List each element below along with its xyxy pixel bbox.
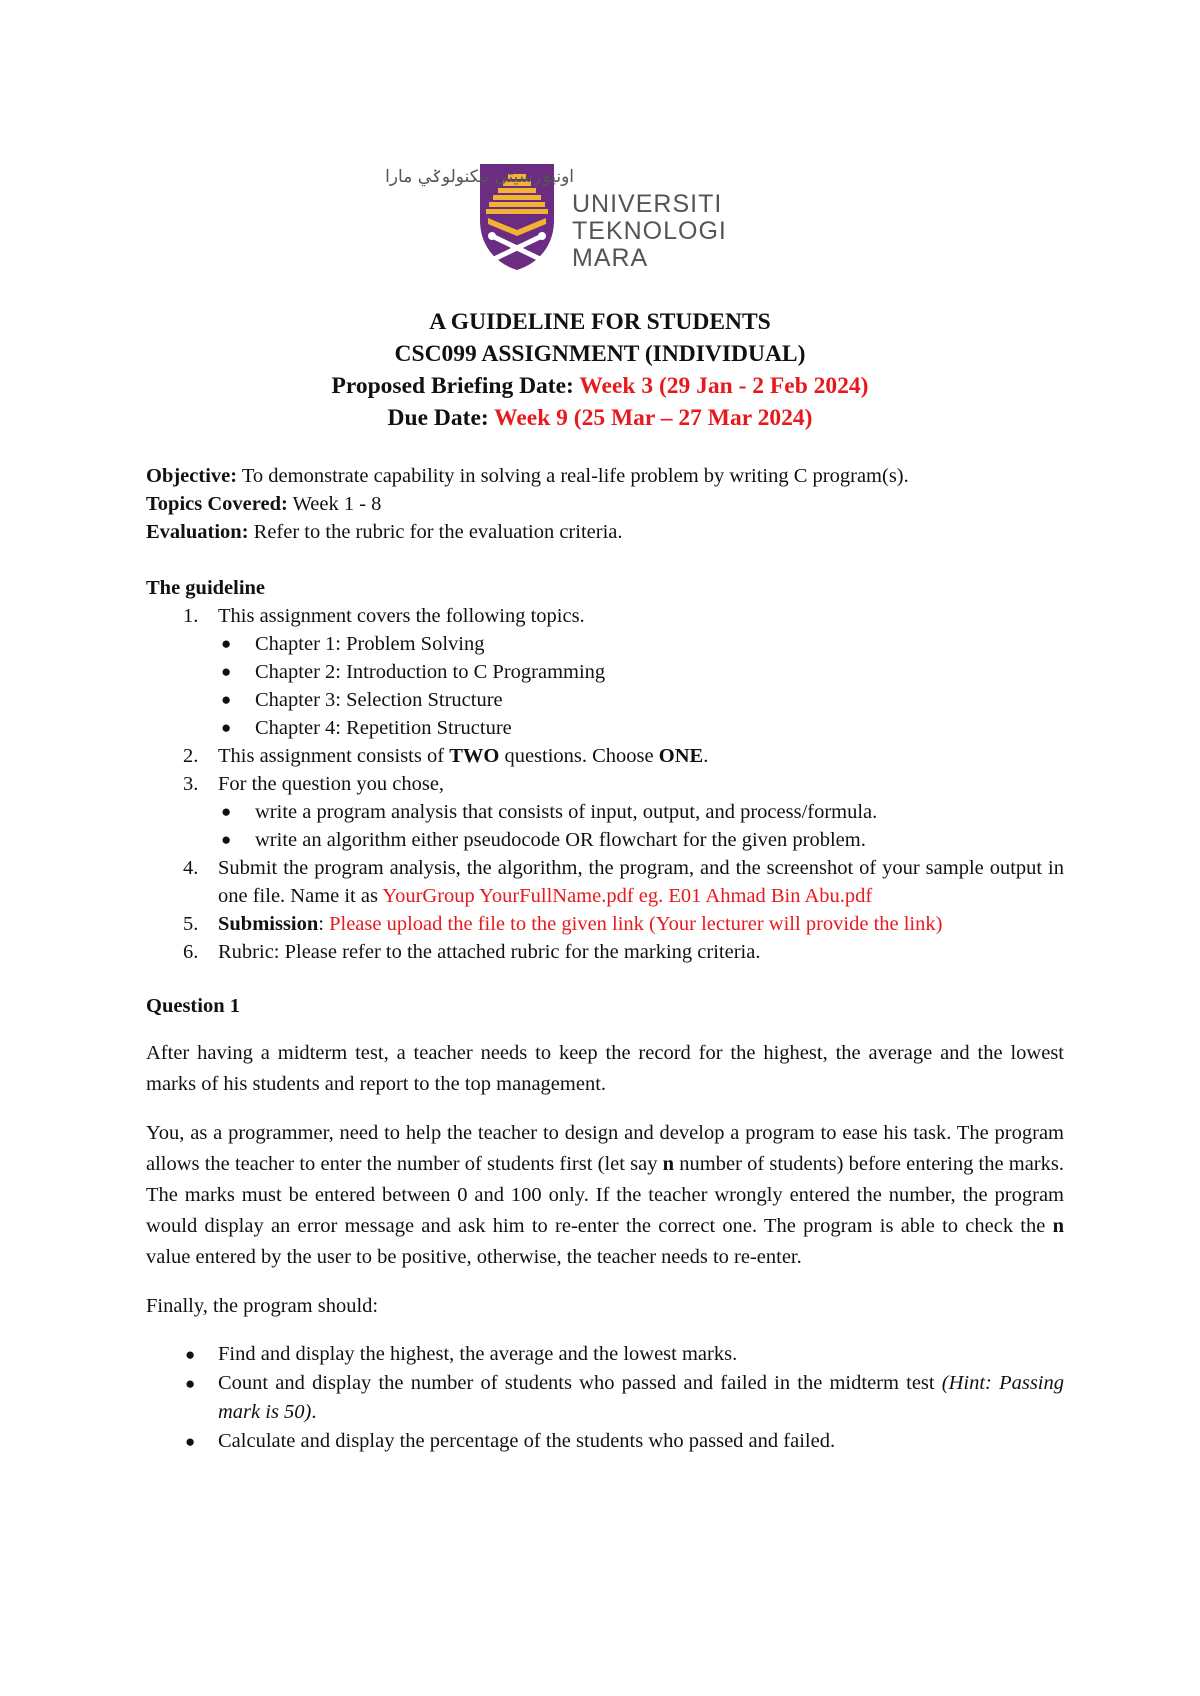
requirement-item	[146, 1369, 1064, 1427]
chapter-text: Chapter 2: Introduction to C Programming	[255, 661, 606, 683]
chapter-list	[218, 630, 1064, 742]
topics-line	[146, 490, 1064, 518]
submission-label: Submission	[218, 913, 319, 935]
item-number: 4.	[183, 857, 199, 879]
para2-part-a: You, as a programmer, need to help the teacher to design and develop a program to ease his task. The program allows the teacher to enter the number of students first (let say	[146, 1122, 1064, 1175]
item-text-one: ONE	[658, 745, 704, 767]
n-variable: n	[662, 1153, 675, 1175]
bullet-icon: ●	[221, 634, 232, 653]
item-text-post: .	[703, 745, 709, 767]
doc-title: A GUIDELINE FOR STUDENTS	[429, 309, 771, 335]
item-number: 1.	[183, 605, 199, 627]
briefing-date-line	[0, 370, 1200, 402]
guideline-item-3	[146, 770, 1064, 854]
bullet-icon: ●	[221, 690, 232, 709]
due-date-value: Week 9 (25 Mar – 27 Mar 2024)	[494, 405, 813, 431]
item-text-two: TWO	[449, 745, 500, 767]
requirement-end: .	[311, 1401, 317, 1423]
chapter-item	[218, 714, 1064, 742]
task-list	[218, 798, 1064, 854]
chapter-text: Chapter 4: Repetition Structure	[255, 717, 512, 739]
document-body	[146, 462, 1064, 1456]
logo-line1: UNIVERSITI	[572, 190, 723, 218]
bullet-icon: ●	[185, 1374, 196, 1393]
bullet-icon: ●	[221, 718, 232, 737]
chapter-text: Chapter 3: Selection Structure	[255, 689, 503, 711]
bullet-icon: ●	[185, 1432, 196, 1451]
chapter-item	[218, 686, 1064, 714]
objective-label: Objective:	[146, 465, 238, 487]
due-date-label: Due Date:	[387, 405, 489, 431]
item-text-mid: questions. Choose	[499, 745, 659, 767]
para2-part-b: number of students) before entering the marks. The marks must be entered between 0 and 100 only. If the teacher wrongly entered the number, the program would display an error message and ask him to re-enter the correct one. The program is able to check the	[146, 1153, 1064, 1237]
chapter-item	[218, 658, 1064, 686]
bullet-icon: ●	[185, 1345, 196, 1364]
task-text: write a program analysis that consists of input, output, and process/formula.	[255, 801, 878, 823]
filename-example: YourGroup YourFullName.pdf eg. E01 Ahmad Bin Abu.pdf	[382, 885, 873, 907]
question1-para3: Finally, the program should:	[146, 1295, 379, 1317]
requirement-text: Calculate and display the percentage of the students who passed and failed.	[218, 1430, 836, 1452]
hint-text: (Hint: Passing mark is 50)	[218, 1372, 1064, 1423]
logo-line2: TEKNOLOGI	[572, 217, 727, 245]
item-number: 6.	[183, 941, 199, 963]
requirement-text: Count and display the number of students who passed and failed in the midterm test	[218, 1372, 942, 1394]
objective-text: To demonstrate capability in solving a real-life problem by writing C program(s).	[237, 465, 909, 487]
item-number: 2.	[183, 745, 199, 767]
para2-part-c: value entered by the user to be positive, otherwise, the teacher needs to re-enter.	[146, 1246, 802, 1268]
task-item	[218, 826, 1064, 854]
requirement-text: Find and display the highest, the average and the lowest marks.	[218, 1343, 738, 1365]
chapter-text: Chapter 1: Problem Solving	[255, 633, 485, 655]
item-number: 5.	[183, 913, 199, 935]
uitm-logo	[385, 164, 736, 272]
item-text: This assignment covers the following topics.	[218, 605, 585, 627]
guideline-item-5	[146, 910, 1064, 938]
due-date-line	[0, 402, 1200, 434]
guideline-item-1	[146, 602, 1064, 742]
briefing-date-label: Proposed Briefing Date:	[331, 373, 574, 399]
guideline-heading: The guideline	[146, 577, 266, 599]
task-text: write an algorithm either pseudocode OR flowchart for the given problem.	[255, 829, 866, 851]
item-text: Rubric: Please refer to the attached rubric for the marking criteria.	[218, 941, 761, 963]
item-number: 3.	[183, 773, 199, 795]
title-block	[0, 306, 1200, 434]
objective-line	[146, 462, 1064, 490]
requirement-item	[146, 1340, 1064, 1369]
task-item	[218, 798, 1064, 826]
requirement-item	[146, 1427, 1064, 1456]
bullet-icon: ●	[221, 830, 232, 849]
logo-line3: MARA	[572, 244, 649, 272]
bullet-icon: ●	[221, 802, 232, 821]
submission-text: Please upload the file to the given link (Your lecturer will provide the link)	[329, 913, 943, 935]
guideline-item-4	[146, 854, 1064, 910]
bullet-icon: ●	[221, 662, 232, 681]
n-variable: n	[1052, 1215, 1064, 1237]
topics-text: Week 1 - 8	[287, 493, 382, 515]
evaluation-label: Evaluation:	[146, 521, 249, 543]
uitm-logo-graphic	[385, 164, 736, 272]
evaluation-line	[146, 518, 1064, 546]
submission-colon: :	[318, 913, 330, 935]
guideline-item-6	[146, 938, 1064, 966]
guideline-list	[146, 602, 1064, 966]
item-text: Submit the program analysis, the algorithm, the program, and the screenshot of your sample output in one file. Name it as	[218, 857, 1064, 907]
requirements-list	[146, 1340, 1064, 1456]
item-text: For the question you chose,	[218, 773, 445, 795]
chapter-item	[218, 630, 1064, 658]
item-text-pre: This assignment consists of	[218, 745, 450, 767]
guideline-item-2	[146, 742, 1064, 770]
logo-arabic-text: اونيۏرسيتي تيكنولوݢي مارا	[385, 167, 574, 187]
question1-heading: Question 1	[146, 995, 240, 1017]
briefing-date-value: Week 3 (29 Jan - 2 Feb 2024)	[579, 373, 869, 399]
question1-para2	[146, 1118, 1064, 1273]
doc-subtitle: CSC099 ASSIGNMENT (INDIVIDUAL)	[394, 341, 806, 367]
question1-para1: After having a midterm test, a teacher needs to keep the record for the highest, the average and the lowest marks of his students and report to the top management.	[146, 1042, 1064, 1095]
topics-label: Topics Covered:	[146, 493, 288, 515]
evaluation-text: Refer to the rubric for the evaluation criteria.	[248, 521, 623, 543]
